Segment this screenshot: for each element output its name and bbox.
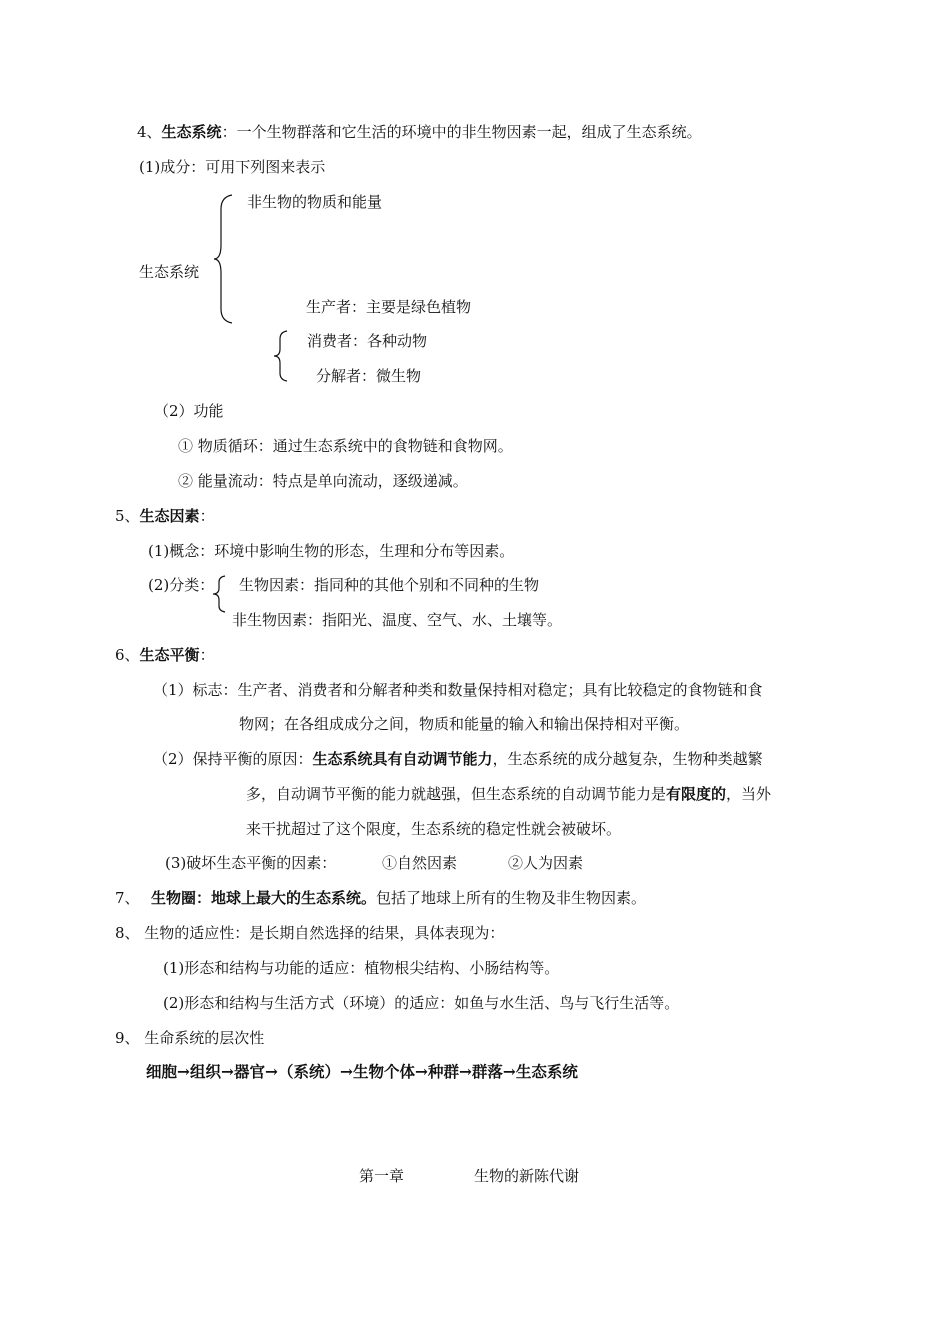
balance-mark-line-2: 物网；在各组成成分之间，物质和能量的输入和输出保持相对平衡。 (239, 715, 690, 733)
function-label: （2）功能 (154, 402, 224, 420)
section-6-heading (115, 645, 215, 665)
adaptation-item-2: (2)形态和结构与生活方式（环境）的适应：如鱼与水生活、鸟与飞行生活等。 (163, 994, 680, 1012)
biotic-factor-text: 生物因素：指同种的其他个别和不同种的生物 (239, 576, 540, 594)
reason-line2-b: ，当外 (726, 785, 772, 803)
producer-label: 生产者：主要是绿色植物 (306, 298, 472, 316)
ecosystem-root-label: 生态系统 (139, 263, 200, 281)
section-8-heading: 8、 生物的适应性：是长期自然选择的结果，具体表现为： (115, 924, 505, 942)
section-9-heading: 9、 生命系统的层次性 (115, 1029, 265, 1047)
small-brace-icon (271, 329, 291, 383)
definition-text: ：一个生物群落和它生活的环境中的非生物因素一起，组成了生态系统。 (221, 123, 702, 141)
function-item-energy-flow: ② 能量流动：特点是单向流动，逐级递减。 (178, 472, 468, 490)
abiotic-factor-text: 非生物因素：指阳光、温度、空气、水、土壤等。 (232, 611, 563, 629)
chapter-label: 第一章 (359, 1167, 405, 1185)
life-hierarchy-chain: 细胞→组织→器官→（系统）→生物个体→种群→群落→生态系统 (146, 1062, 578, 1081)
abiotic-matter-label: 非生物的物质和能量 (247, 193, 383, 211)
section-5-heading (115, 506, 215, 526)
balance-reason-line-1 (153, 749, 763, 769)
section-number: 6、 (115, 646, 140, 664)
section-7-number: 7、 (115, 889, 140, 907)
biosphere-rest: 包括了地球上所有的生物及非生物因素。 (376, 889, 647, 907)
section-title: 生态因素 (139, 507, 200, 525)
reason-rest: ，生态系统的成分越复杂，生物种类越繁 (492, 750, 763, 768)
function-item-material-cycle: ① 物质循环：通过生态系统中的食物链和食物网。 (178, 437, 513, 455)
reason-line2-a: 多，自动调节平衡的能力就越强，但生态系统的自动调节能力是 (246, 785, 667, 803)
section-4-heading (137, 122, 702, 142)
classification-brace-icon (211, 574, 229, 614)
section-number: 5、 (115, 507, 140, 525)
balance-mark-line-1: （1）标志：生产者、消费者和分解者种类和数量保持相对稳定；具有比较稳定的食物链和食 (153, 681, 763, 699)
section-title: 生态平衡 (139, 646, 200, 664)
balance-reason-line-3: 来干扰超过了这个限度，生态系统的稳定性就会被破坏。 (246, 820, 622, 838)
reason-line2-bold: 有限度的 (666, 785, 727, 803)
reason-prefix: （2）保持平衡的原因： (153, 750, 313, 768)
section-number: 4、 (137, 123, 162, 141)
ecological-factor-concept: (1)概念：环境中影响生物的形态，生理和分布等因素。 (148, 542, 515, 560)
destroy-factor-human: ②人为因素 (508, 854, 584, 872)
classification-label: (2)分类： (148, 576, 215, 594)
biosphere-bold: 生物圈：地球上最大的生态系统。 (151, 889, 377, 907)
chapter-title: 生物的新陈代谢 (474, 1167, 580, 1185)
destroy-factors-label: (3)破坏生态平衡的因素： (165, 854, 337, 872)
decomposer-label: 分解者：微生物 (316, 367, 422, 385)
colon: ： (199, 507, 215, 525)
colon: ： (199, 646, 215, 664)
large-brace-icon (212, 193, 236, 325)
adaptation-item-1: (1)形态和结构与功能的适应：植物根尖结构、小肠结构等。 (163, 959, 560, 977)
section-7-text (151, 888, 646, 908)
composition-label: (1)成分：可用下列图来表示 (139, 158, 326, 176)
section-title: 生态系统 (161, 123, 222, 141)
balance-reason-line-2 (246, 784, 771, 804)
destroy-factor-natural: ①自然因素 (382, 854, 458, 872)
consumer-label: 消费者：各种动物 (307, 332, 428, 350)
reason-bold: 生态系统具有自动调节能力 (312, 750, 493, 768)
